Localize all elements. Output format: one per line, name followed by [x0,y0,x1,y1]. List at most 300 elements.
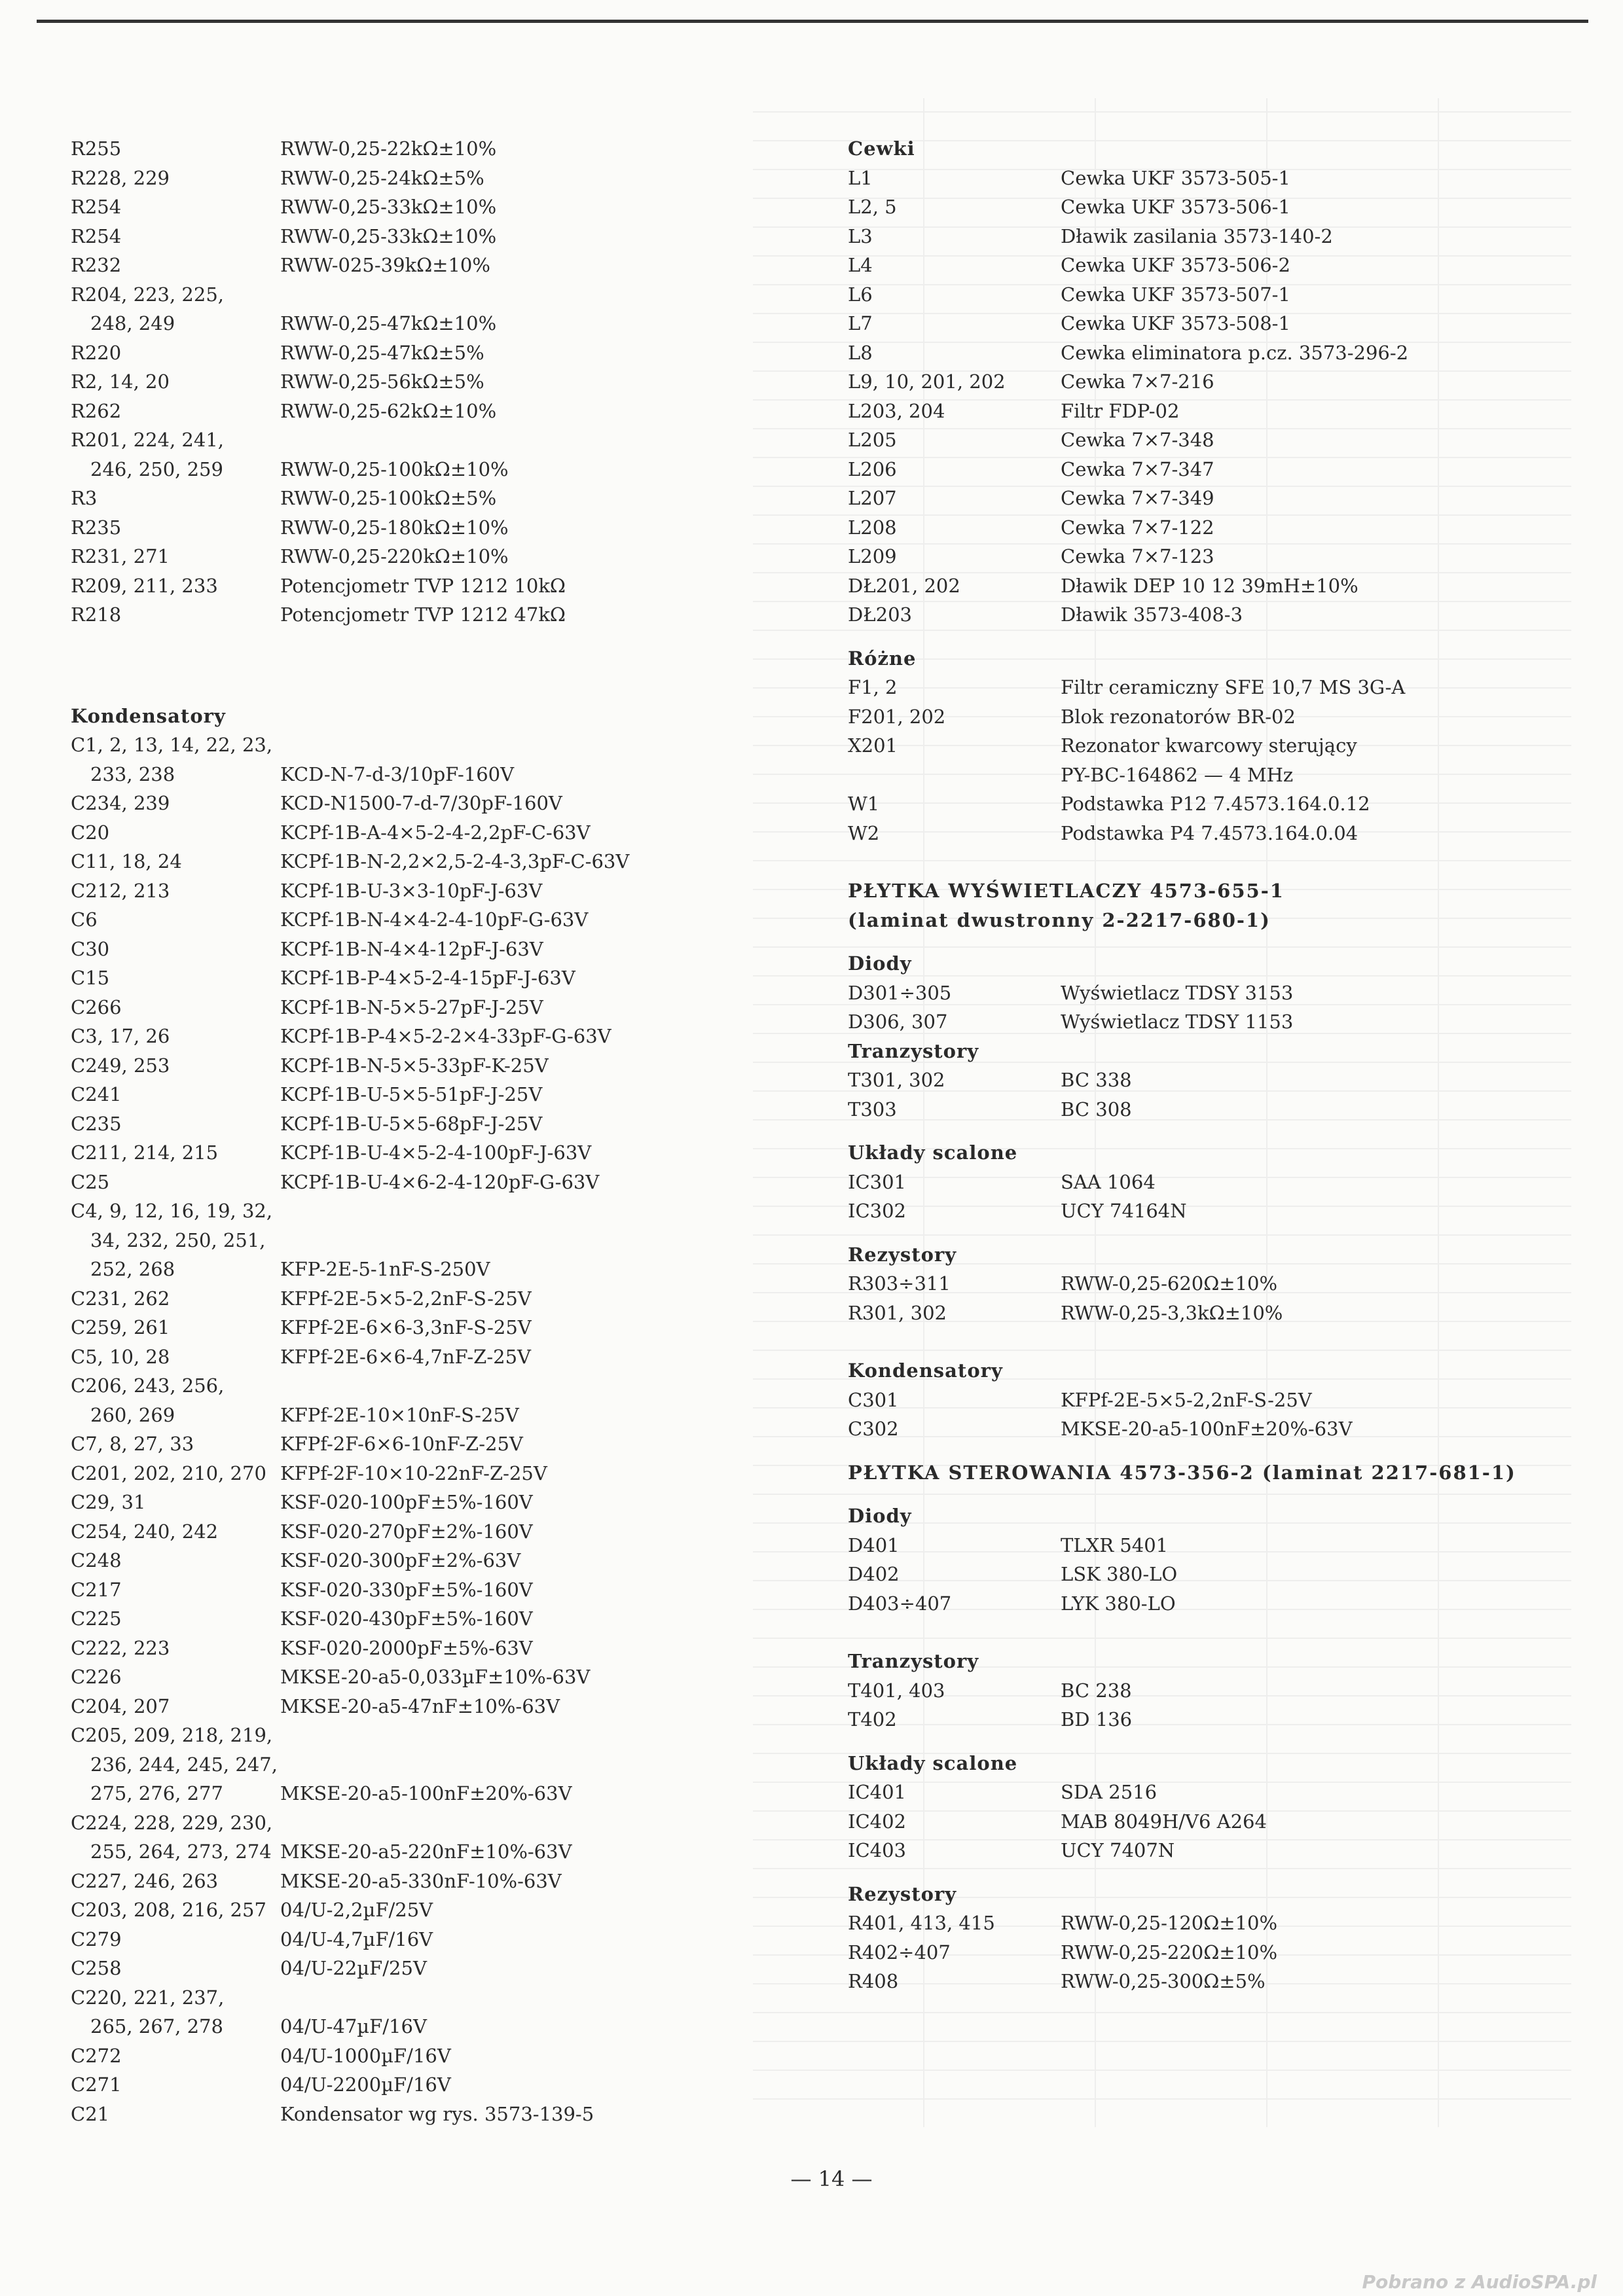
reference-line: C249, 253 [71,1054,170,1077]
part-row [71,1371,765,1429]
part-value: KCPf-1B-U-4×6-2-4-120pF-G-63V [280,1170,600,1193]
part-value: Cewka UKF 3573-507-1 [1061,283,1290,306]
part-row [848,1066,1568,1095]
part-value: KSF-020-430pF±5%-160V [280,1607,533,1630]
part-row [71,847,765,876]
reference-line: 236, 244, 245, 247, [90,1753,278,1776]
part-row [71,542,765,571]
reference-line: C259, 261 [71,1316,170,1338]
part-row [71,338,765,368]
reference-line: D401 [848,1534,900,1556]
source-watermark: Pobrano z AudioSPA.pl [1362,2271,1597,2293]
reference-line: C20 [71,821,110,844]
part-reference [71,1721,280,1808]
reference-line: L208 [848,516,897,539]
control-board-title: PŁYTKA STEROWANIA 4573-356-2 (laminat 2217-681-1) [848,1461,1516,1484]
reference-line: IC403 [848,1839,906,1861]
display-capacitors-heading: Kondensatory [848,1359,1003,1382]
reference-line: IC402 [848,1810,906,1833]
part-row [848,1095,1568,1124]
part-row [71,1051,765,1081]
part-value: SDA 2516 [1061,1781,1158,1803]
part-row [71,1138,765,1168]
part-value: Dławik 3573-408-3 [1061,603,1243,626]
part-reference [71,367,280,397]
reference-line: L8 [848,341,873,364]
part-row [848,1676,1568,1706]
part-row [848,513,1568,543]
part-reference [71,1925,280,1954]
part-value: PY-BC-164862 — 4 MHz [1061,763,1294,786]
part-value: BC 238 [1061,1679,1132,1702]
part-value: RWW-0,25-22kΩ±10% [280,137,497,160]
reference-line: L9, 10, 201, 202 [848,370,1006,393]
part-row [71,1662,765,1692]
part-value: Potencjometr TVP 1212 47kΩ [280,603,566,626]
part-reference [71,1196,280,1284]
part-row [848,1778,1568,1807]
part-reference [848,280,1061,310]
left-column [71,134,765,2128]
part-row [848,251,1568,280]
reference-line: C226 [71,1666,122,1688]
part-reference [848,600,1061,630]
reference-line: R401, 413, 415 [848,1912,995,1934]
reference-line: 260, 269 [90,1403,175,1426]
part-value: Cewka UKF 3573-506-2 [1061,254,1290,276]
part-value: KCPf-1B-U-4×5-2-4-100pF-J-63V [280,1141,592,1164]
part-row [848,1807,1568,1837]
part-reference [848,1196,1061,1226]
part-value: Cewka 7×7-216 [1061,370,1214,393]
reference-line: T401, 403 [848,1679,945,1702]
part-row [71,1517,765,1547]
part-reference [848,1095,1061,1124]
part-row [71,134,765,164]
part-row [71,1459,765,1488]
part-value: KCD-N-7-d-3/10pF-160V [280,762,515,785]
part-value: MKSE-20-a5-100nF±20%-63V [1061,1418,1353,1440]
reference-line: C211, 214, 215 [71,1141,219,1164]
part-value: KCD-N1500-7-d-7/30pF-160V [280,792,562,814]
part-row [848,673,1568,702]
part-reference [848,1676,1061,1706]
part-value: 04/U-4,7µF/16V [280,1928,433,1950]
part-reference [71,876,280,906]
part-reference [848,571,1061,601]
reference-line: L6 [848,283,873,306]
part-value: Blok rezonatorów BR-02 [1061,705,1296,728]
part-value: KCPf-1B-A-4×5-2-4-2,2pF-C-63V [280,821,591,844]
reference-line: C302 [848,1418,899,1440]
part-reference [71,2100,280,2129]
part-value: KCPf-1B-N-4×4-12pF-J-63V [280,937,543,960]
reference-line: 34, 232, 250, 251, [90,1229,266,1251]
part-reference [71,1342,280,1372]
part-row [848,1705,1568,1734]
part-reference [71,484,280,513]
part-reference [848,1778,1061,1807]
reference-line: C29, 31 [71,1491,146,1513]
part-value: RWW-0,25-300Ω±5% [1061,1970,1266,1992]
part-reference [848,455,1061,484]
part-row [71,935,765,964]
part-row [71,1604,765,1634]
part-value: Kondensator wg rys. 3573-139-5 [280,2102,594,2125]
part-row [71,789,765,818]
reference-line: C11, 18, 24 [71,850,182,872]
part-row [71,1721,765,1808]
part-value: Cewka 7×7-123 [1061,545,1214,567]
part-reference [848,1007,1061,1037]
part-reference [71,1109,280,1139]
part-value: KSF-020-300pF±2%-63V [280,1549,521,1571]
reference-line: IC302 [848,1200,906,1222]
part-value: Cewka 7×7-122 [1061,516,1214,539]
part-value: Potencjometr TVP 1212 10kΩ [280,574,566,597]
misc-heading: Różne [848,647,917,670]
part-reference [848,367,1061,397]
part-reference [848,1836,1061,1865]
reference-line: T301, 302 [848,1069,945,1091]
part-row [71,164,765,193]
part-reference [848,1909,1061,1938]
part-row [71,571,765,601]
part-value: 04/U-22µF/25V [280,1957,427,1979]
part-value: Cewka 7×7-348 [1061,429,1214,451]
reference-line: C222, 223 [71,1636,170,1659]
part-reference [848,397,1061,426]
part-row [71,1080,765,1109]
part-value: Cewka eliminatora p.cz. 3573-296-2 [1061,341,1409,364]
part-row [71,397,765,426]
part-row [848,542,1568,571]
capacitor-list [71,730,765,2128]
part-reference [848,338,1061,368]
part-reference [71,571,280,601]
part-reference [848,1168,1061,1197]
reference-line: C248 [71,1549,122,1571]
part-reference [71,251,280,280]
display-board-title: PŁYTKA WYŚWIETLACZY 4573-655-1 [848,880,1285,902]
part-value: Wyświetlacz TDSY 3153 [1061,981,1294,1004]
part-value: Rezonator kwarcowy sterujący [1061,734,1357,757]
part-row [71,1488,765,1517]
part-reference [71,2041,280,2071]
part-value: KFPf-2E-5×5-2,2nF-S-25V [1061,1388,1312,1411]
part-value: KCPf-1B-U-3×3-10pF-J-63V [280,879,543,902]
part-row [71,876,765,906]
part-reference [71,1080,280,1109]
control-ic-heading: Układy scalone [848,1751,1018,1774]
reference-line: 265, 267, 278 [90,2015,223,2037]
part-row [848,484,1568,513]
part-reference [848,1299,1061,1328]
reference-line: L3 [848,224,873,247]
reference-line: 248, 249 [90,312,175,334]
reference-line: C225 [71,1607,122,1630]
coil-list [848,164,1568,630]
reference-line: D306, 307 [848,1011,948,1033]
control-diodes-heading: Diody [848,1505,912,1527]
reference-line: C241 [71,1083,122,1105]
part-row [848,164,1568,193]
part-value: KFPf-2F-10×10-22nF-Z-25V [280,1462,547,1484]
right-column [848,134,1568,1996]
part-row [71,1342,765,1372]
reference-line: 252, 268 [90,1258,175,1280]
part-row [71,1109,765,1139]
part-value: KFP-2E-5-1nF-S-250V [280,1258,490,1280]
reference-line: D301÷305 [848,981,952,1004]
reference-line: R220 [71,341,122,364]
reference-line: R303÷311 [848,1272,951,1295]
reference-line: C212, 213 [71,879,170,902]
part-value: Cewka UKF 3573-506-1 [1061,196,1290,218]
part-row [848,222,1568,251]
part-reference [71,1575,280,1605]
display-board-subtitle: (laminat dwustronny 2-2217-680-1) [848,908,1271,931]
part-row [71,425,765,484]
part-value: KFPf-2E-6×6-4,7nF-Z-25V [280,1345,531,1368]
part-row [848,1386,1568,1415]
part-row [848,731,1568,761]
part-value: MAB 8049H/V6 A264 [1061,1810,1267,1833]
reference-line: R254 [71,196,122,218]
part-row [848,367,1568,397]
part-row [848,1967,1568,1996]
part-reference [71,730,280,789]
part-value: KSF-020-270pF±2%-160V [280,1520,533,1543]
part-row [71,905,765,935]
reference-line: L209 [848,545,897,567]
part-reference [71,1459,280,1488]
reference-line: DŁ201, 202 [848,574,960,597]
reference-line: 233, 238 [90,762,175,785]
reference-line: F201, 202 [848,705,946,728]
reference-line: C279 [71,1928,122,1950]
part-row [848,1836,1568,1865]
part-value: RWW-0,25-100kΩ±5% [280,487,497,509]
part-value: 04/U-1000µF/16V [280,2044,451,2067]
part-value: MKSE-20-a5-0,033µF±10%-63V [280,1666,591,1688]
reference-line: C258 [71,1957,122,1979]
part-value: KCPf-1B-P-4×5-2-2×4-33pF-G-63V [280,1025,611,1047]
misc-list [848,673,1568,848]
part-row [71,1983,765,2041]
part-row [848,1007,1568,1037]
reference-line: D403÷407 [848,1592,952,1615]
part-row [71,1284,765,1314]
part-reference [848,731,1061,761]
part-reference [71,1604,280,1634]
reference-line: C5, 10, 28 [71,1345,170,1368]
reference-line: R232 [71,254,122,276]
part-row [71,1196,765,1284]
part-reference [71,963,280,993]
reference-line: C1, 2, 13, 14, 22, 23, [71,734,273,756]
part-row [848,1560,1568,1589]
reference-line: C271 [71,2073,122,2096]
part-value: BD 136 [1061,1708,1133,1731]
part-row [848,192,1568,222]
part-reference [71,1313,280,1342]
part-reference [71,1517,280,1547]
capacitors-heading: Kondensatory [71,704,226,727]
part-row [848,1299,1568,1328]
part-reference [848,1967,1061,1996]
part-reference [71,935,280,964]
reference-line: C217 [71,1578,122,1601]
part-reference [848,309,1061,338]
part-reference [71,1022,280,1051]
reference-line: D402 [848,1563,900,1585]
part-reference [71,1634,280,1663]
part-reference [71,192,280,222]
part-reference [848,789,1061,819]
part-reference [848,251,1061,280]
part-reference [848,1938,1061,1967]
part-value: Filtr ceramiczny SFE 10,7 MS 3G-A [1061,676,1406,698]
part-value: Cewka UKF 3573-505-1 [1061,166,1290,189]
reference-line: W1 [848,793,880,815]
part-reference [71,1488,280,1517]
part-value: RWW-0,25-100kΩ±10% [280,457,509,480]
part-row [71,1634,765,1663]
part-reference [848,702,1061,732]
reference-line: C4, 9, 12, 16, 19, 32, [71,1200,273,1222]
reference-line: F1, 2 [848,676,898,698]
part-value: BC 338 [1061,1069,1132,1091]
part-value: 04/U-2200µF/16V [280,2073,451,2096]
part-row [848,1414,1568,1444]
part-row [848,978,1568,1008]
part-row [71,2070,765,2100]
reference-line: L203, 204 [848,399,945,422]
part-row [71,963,765,993]
part-row [71,1925,765,1954]
part-reference [848,819,1061,848]
reference-line: DŁ203 [848,603,913,626]
part-reference [848,192,1061,222]
part-reference [71,818,280,848]
part-row [71,1867,765,1896]
part-row [848,455,1568,484]
part-row [848,397,1568,426]
part-reference [71,847,280,876]
reference-line: C15 [71,967,110,989]
reference-line: R231, 271 [71,545,170,567]
reference-line: R402÷407 [848,1941,951,1964]
reference-line: C21 [71,2102,110,2125]
part-row [71,513,765,543]
control-diode-list [848,1531,1568,1619]
part-value: Cewka UKF 3573-508-1 [1061,312,1290,334]
display-ic-list [848,1168,1568,1226]
reference-line: C6 [71,908,98,931]
part-reference [848,425,1061,455]
reference-line: L4 [848,254,873,276]
part-value: KCPf-1B-U-5×5-68pF-J-25V [280,1112,543,1135]
part-value: LYK 380-LO [1061,1592,1176,1615]
part-value: Cewka 7×7-349 [1061,487,1214,509]
part-row [71,1895,765,1925]
part-reference [71,134,280,164]
part-row [71,2041,765,2071]
part-row [71,1313,765,1342]
part-reference [71,1692,280,1721]
control-transistors-heading: Tranzystory [848,1650,979,1672]
part-value: KCPf-1B-N-5×5-27pF-J-25V [280,996,543,1018]
part-value: KCPf-1B-N-2,2×2,5-2-4-3,3pF-C-63V [280,850,630,872]
reference-line: 246, 250, 259 [90,457,223,480]
part-value: RWW-0,25-120Ω±10% [1061,1912,1278,1934]
reference-line: C224, 228, 229, 230, [71,1811,273,1834]
part-value: 04/U-47µF/16V [280,2015,427,2037]
reference-line: C3, 17, 26 [71,1025,170,1047]
part-row [71,1546,765,1575]
part-row [848,280,1568,310]
part-value: 04/U-2,2µF/25V [280,1899,433,1921]
part-row [848,1196,1568,1226]
control-resistor-list [848,1909,1568,1996]
part-value: KCPf-1B-P-4×5-2-4-15pF-J-63V [280,967,575,989]
part-reference [71,1138,280,1168]
part-reference [848,1269,1061,1299]
part-reference [71,1954,280,1983]
reference-line: 275, 276, 277 [90,1782,223,1804]
part-value: UCY 7407N [1061,1839,1175,1861]
reference-line: C220, 221, 237, [71,1986,225,2009]
part-reference [848,978,1061,1008]
part-reference [71,425,280,484]
part-row [71,1429,765,1459]
part-reference [71,1867,280,1896]
part-reference [848,222,1061,251]
reference-line: L205 [848,429,897,451]
reference-line: 255, 264, 273, 274 [90,1840,272,1863]
coils-heading: Cewki [848,137,915,160]
part-value: RWW-0,25-220kΩ±10% [280,545,509,567]
reference-line: C231, 262 [71,1287,170,1310]
part-reference [71,338,280,368]
top-rule [37,20,1588,23]
display-ic-heading: Układy scalone [848,1141,1018,1164]
reference-line: L207 [848,487,897,509]
part-row [848,1168,1568,1197]
part-value: KCPf-1B-N-4×4-2-4-10pF-G-63V [280,908,589,931]
part-reference [71,1284,280,1314]
part-value: UCY 74164N [1061,1200,1187,1222]
display-resistors-heading: Rezystory [848,1243,957,1266]
part-value: Cewka 7×7-347 [1061,457,1214,480]
control-transistor-list [848,1676,1568,1734]
part-value: RWW-0,25-3,3kΩ±10% [1061,1301,1283,1324]
part-row [71,222,765,251]
reference-line: C206, 243, 256, [71,1374,225,1397]
reference-line: T303 [848,1098,897,1121]
reference-line: T402 [848,1708,897,1731]
reference-line: L1 [848,166,873,189]
control-ic-list [848,1778,1568,1865]
part-row [71,1022,765,1051]
page-number: — 14 — [790,2166,873,2191]
reference-line: IC301 [848,1170,906,1193]
part-row [848,571,1568,601]
reference-line: C201, 202, 210, 270 [71,1462,266,1484]
part-reference [71,789,280,818]
part-value: Wyświetlacz TDSY 1153 [1061,1011,1294,1033]
